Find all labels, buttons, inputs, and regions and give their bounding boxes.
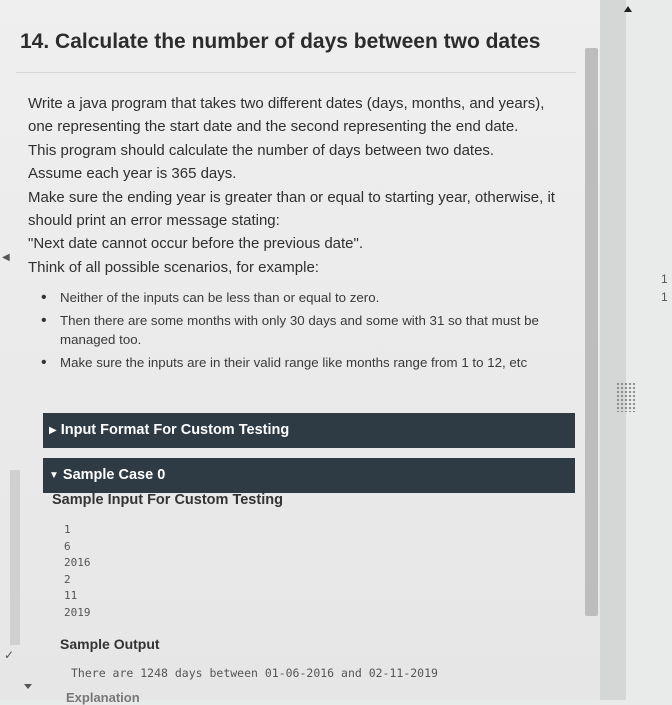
input-format-label: Input Format For Custom Testing: [60, 422, 290, 438]
sample-case-label: Sample Case 0: [62, 467, 166, 483]
input-line: 2019: [64, 605, 91, 619]
input-line: 11: [64, 589, 78, 602]
chevron-down-icon[interactable]: [24, 684, 32, 689]
input-line: 2016: [64, 556, 91, 569]
side-rail: [10, 470, 20, 645]
scroll-up-icon[interactable]: [624, 6, 632, 12]
drag-handle-icon[interactable]: [616, 382, 636, 412]
checkmark-icon: ✓: [4, 648, 15, 662]
input-line: 1: [64, 523, 71, 536]
description-line: "Next date cannot occur before the previous date".: [28, 235, 364, 253]
arrow-left-icon: ◀: [2, 252, 10, 263]
edge-number: 1: [661, 290, 668, 304]
description-line: Make sure the ending year is greater than or equal to starting year, otherwise, it: [28, 188, 555, 206]
sample-case-toggle[interactable]: [43, 458, 575, 493]
input-line: 6: [64, 539, 71, 553]
scrollbar-thumb[interactable]: [585, 48, 598, 616]
description-line: should print an error message stating:: [28, 212, 280, 230]
scrollbar-track[interactable]: [600, 0, 626, 700]
caret-right-icon: ▶: [49, 425, 57, 436]
description-line: Write a java program that takes two different dates (days, months, and years),: [28, 95, 545, 112]
list-item: • Neither of the inputs can be less than or equal to zero.: [36, 288, 586, 307]
description-line: one representing the start date and the second representing the end date.: [28, 118, 519, 136]
problem-description: [28, 92, 588, 279]
sample-output-heading: Sample Output: [60, 636, 160, 652]
title-divider: [16, 72, 576, 73]
sample-input-block: [64, 522, 91, 621]
description-line: Assume each year is 365 days.: [28, 165, 237, 183]
sample-input-heading: Sample Input For Custom Testing: [52, 492, 283, 508]
list-item: • Then there are some months with only 30 days and some with 31 so that must be managed too.: [36, 311, 586, 349]
caret-down-icon: ▼: [49, 470, 59, 481]
scenario-list: [36, 288, 586, 376]
description-line: Think of all possible scenarios, for example:: [28, 258, 319, 276]
sample-output-text: There are 1248 days between 01-06-2016 and 02-11-2019: [71, 666, 438, 680]
list-item: • Make sure the inputs are in their valid range like months range from 1 to 12, etc: [36, 353, 586, 372]
edge-number: 1: [661, 272, 668, 286]
page-title: 14. Calculate the number of days between two dates: [20, 30, 541, 53]
input-line: 2: [64, 572, 71, 586]
explanation-heading: Explanation: [66, 690, 140, 705]
input-format-toggle[interactable]: [43, 413, 575, 448]
description-line: This program should calculate the number of days between two dates.: [28, 141, 495, 159]
